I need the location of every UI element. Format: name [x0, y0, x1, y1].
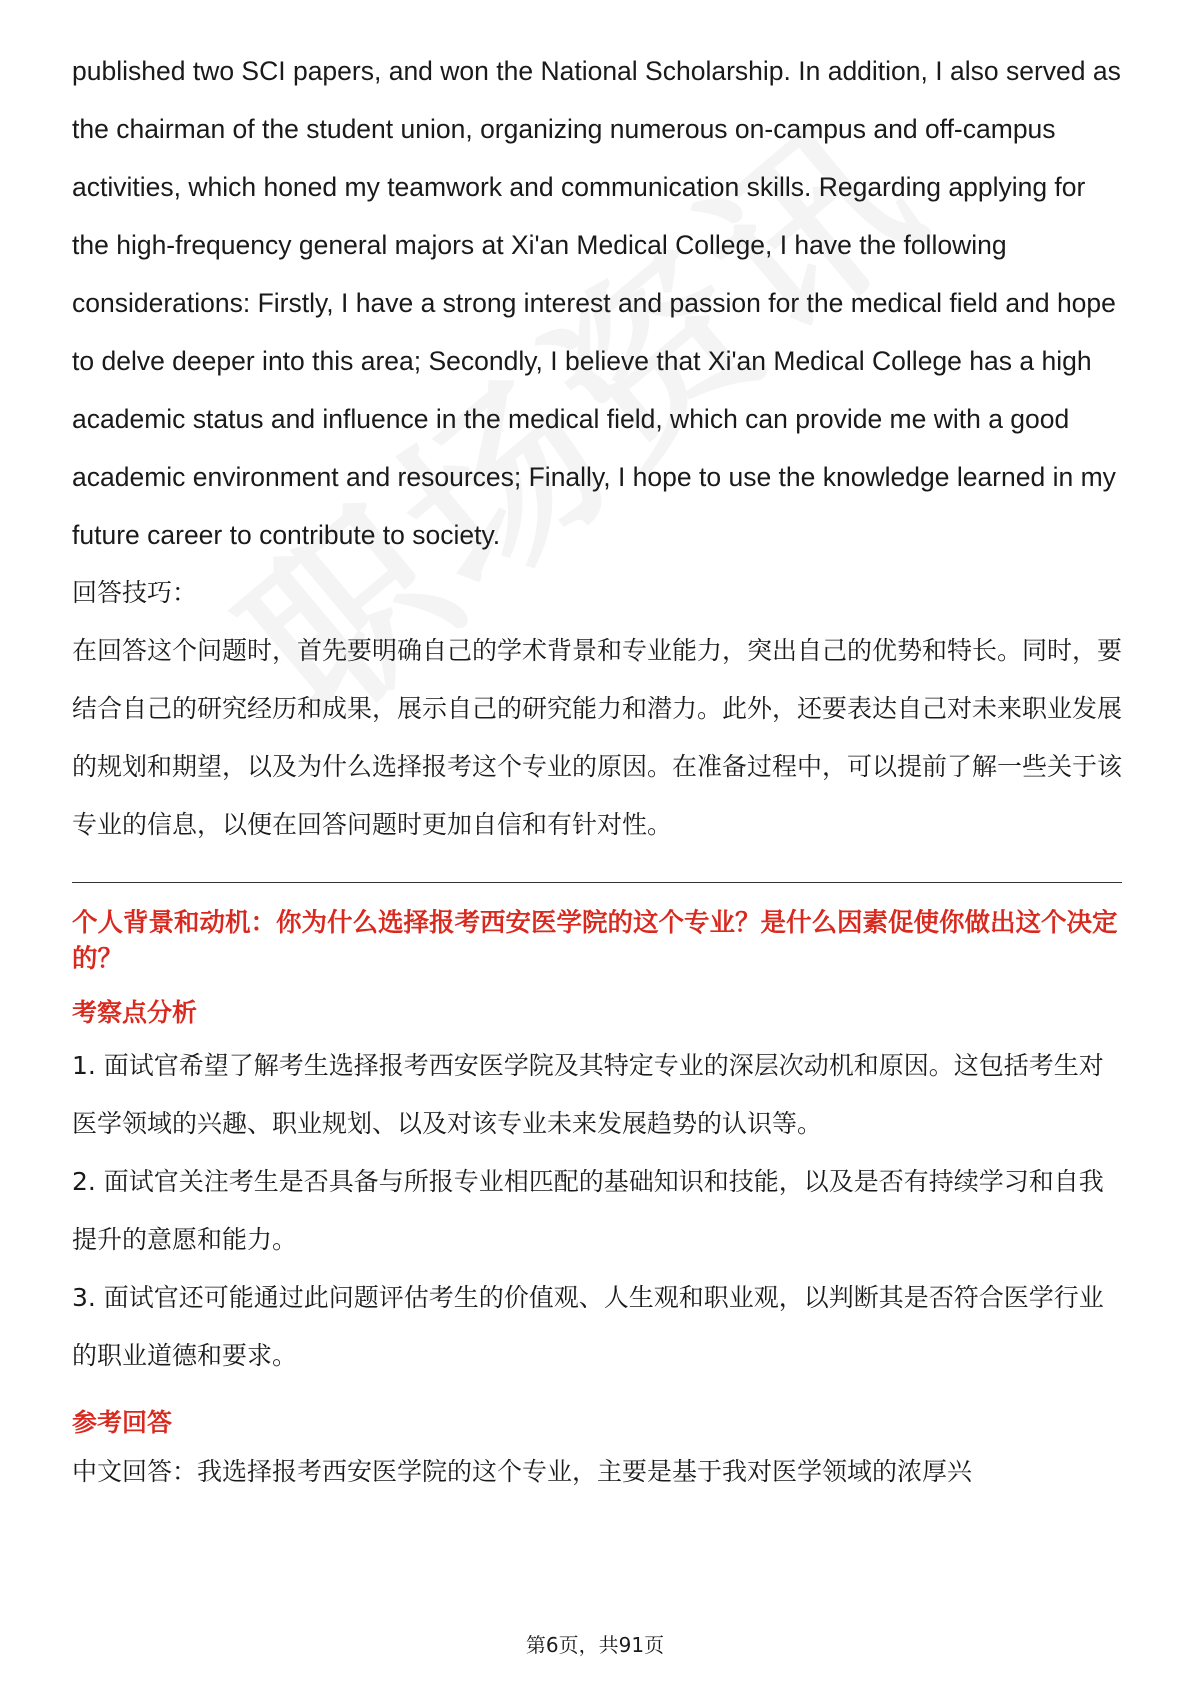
english-answer-paragraph: published two SCI papers, and won the National Scholarship. In addition, I also served as the chairman of the student union, organizing numerous on-campus and off-campus activities, which honed my teamwork and communication skills. Regarding applying for the high-frequency general majors at Xi'an Medical College, I have the following considerations: Firstly, I have a strong interest and passion for the medical field and hope to delve deeper into this area; Secondly, I believe that Xi'an Medical College has a high academic status and influence in the medical field, which can provide me with a good academic environment and resources; Finally, I hope to use the knowledge learned in my future career to contribute to society. — [72, 56, 1121, 550]
question-heading: 个人背景和动机：你为什么选择报考西安医学院的这个专业？是什么因素促使你做出这个决定的？ — [72, 908, 1118, 974]
tips-text: 在回答这个问题时，首先要明确自己的学术背景和专业能力，突出自己的优势和特长。同时，要结合自己的研究经历和成果，展示自己的研究能力和潜力。此外，还要表达自己对未来职业发展的规划和期望，以及为什么选择报考这个专业的原因。在准备过程中，可以提前了解一些关于该专业的信息，以便在回答问题时更加自信和有针对性。 — [72, 636, 1123, 839]
reference-heading: 参考回答 — [72, 1408, 173, 1437]
analysis-heading: 考察点分析 — [72, 998, 198, 1027]
page-number-footer: 第6页，共91页 — [525, 1633, 665, 1657]
page-content — [72, 42, 1122, 1501]
analysis-item-1: 1. 面试官希望了解考生选择报考西安医学院及其特定专业的深层次动机和原因。这包括考生对医学领域的兴趣、职业规划、以及对该专业未来发展趋势的认识等。 — [72, 1051, 1104, 1138]
section-divider — [72, 882, 1122, 883]
analysis-item-3: 3. 面试官还可能通过此问题评估考生的价值观、人生观和职业观，以判断其是否符合医学行业的职业道德和要求。 — [72, 1283, 1104, 1370]
tips-label: 回答技巧： — [72, 578, 198, 607]
chinese-answer-start: 中文回答：我选择报考西安医学院的这个专业，主要是基于我对医学领域的浓厚兴 — [72, 1457, 973, 1486]
analysis-item-2: 2. 面试官关注考生是否具备与所报专业相匹配的基础知识和技能，以及是否有持续学习和自我提升的意愿和能力。 — [72, 1167, 1104, 1254]
